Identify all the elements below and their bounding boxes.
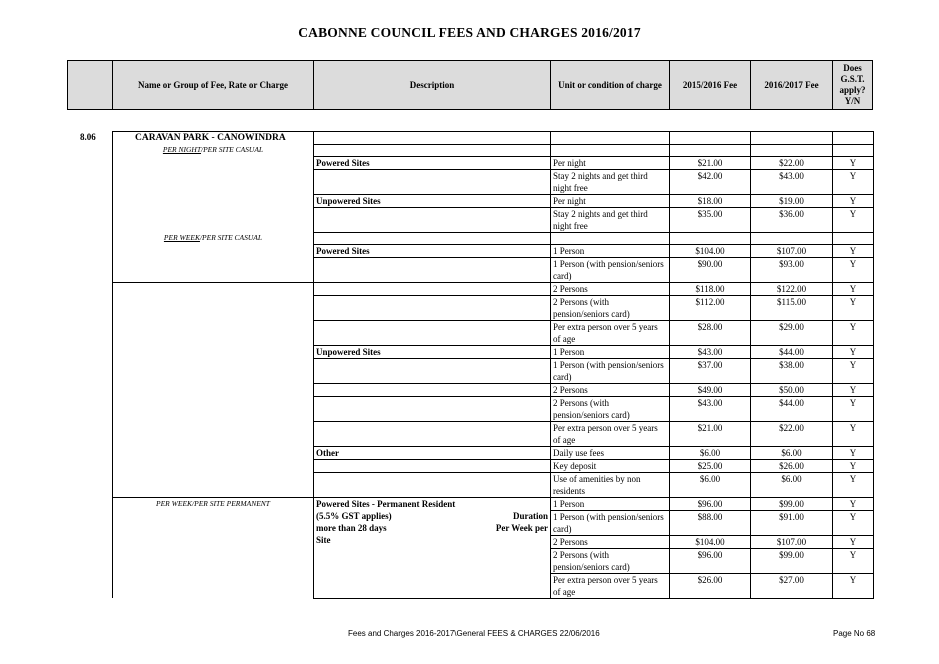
row-gst: Y [833, 573, 874, 598]
row-fee-2016: $107.00 [751, 244, 833, 257]
row-gst: Y [833, 320, 874, 345]
row-unit: Per extra person over 5 years of age [551, 320, 670, 345]
cell-empty [113, 282, 314, 295]
row-desc: Powered Sites [314, 244, 551, 257]
cell-empty [113, 169, 314, 194]
row-fee-2016: $91.00 [751, 510, 833, 535]
row-fee-2015: $104.00 [670, 244, 751, 257]
row-desc [314, 257, 551, 282]
row-unit: 2 Persons [551, 383, 670, 396]
table-row [113, 497, 874, 510]
row-fee-2016: $122.00 [751, 282, 833, 295]
table-row [113, 156, 874, 169]
row-fee-2015: $112.00 [670, 295, 751, 320]
row-fee-2016: $36.00 [751, 207, 833, 232]
cell-empty [113, 320, 314, 345]
row-unit: Per extra person over 5 years of age [551, 421, 670, 446]
cell-empty [751, 144, 833, 156]
row-unit: 2 Persons (with pension/seniors card) [551, 396, 670, 421]
cell-empty [551, 132, 670, 145]
row-unit: Daily use fees [551, 446, 670, 459]
cell-empty [113, 156, 314, 169]
row-fee-2015: $6.00 [670, 446, 751, 459]
row-unit: 1 Person (with pension/seniors card) [551, 257, 670, 282]
row-unit: 1 Person (with pension/seniors card) [551, 358, 670, 383]
cell-empty [113, 295, 314, 320]
row-fee-2015: $28.00 [670, 320, 751, 345]
row-fee-2016: $107.00 [751, 535, 833, 548]
cell-empty [113, 459, 314, 472]
row-gst: Y [833, 244, 874, 257]
per-night-label [113, 144, 314, 156]
table-row [113, 282, 874, 295]
header-blank [68, 61, 113, 110]
row-gst: Y [833, 421, 874, 446]
row-fee-2016: $26.00 [751, 459, 833, 472]
row-desc [314, 472, 551, 497]
row-unit: 2 Persons (with pension/seniors card) [551, 295, 670, 320]
row-unit: Key deposit [551, 459, 670, 472]
cell-empty [113, 345, 314, 358]
cell-empty [670, 232, 751, 244]
row-gst: Y [833, 472, 874, 497]
row-desc [314, 169, 551, 194]
row-unit: Per night [551, 156, 670, 169]
footer-page-number: Page No 68 [833, 629, 876, 638]
cell-empty [314, 144, 551, 156]
cell-empty [113, 194, 314, 207]
row-unit: 2 Persons [551, 535, 670, 548]
row-gst: Y [833, 535, 874, 548]
row-desc [314, 207, 551, 232]
cell-empty [113, 396, 314, 421]
row-unit: 1 Person [551, 345, 670, 358]
cell-empty [113, 257, 314, 282]
cell-empty [113, 383, 314, 396]
header-fee-2015: 2015/2016 Fee [670, 61, 751, 110]
table-row [113, 383, 874, 396]
per-night-label-rest: /PER SITE CASUAL [201, 145, 264, 154]
cell-empty [113, 472, 314, 497]
row-gst: Y [833, 459, 874, 472]
row-fee-2016: $93.00 [751, 257, 833, 282]
row-unit: Stay 2 nights and get third night free [551, 169, 670, 194]
table-row [113, 257, 874, 282]
section-name: CARAVAN PARK - CANOWINDRA [113, 132, 314, 145]
table-row [113, 396, 874, 421]
row-fee-2016: $99.00 [751, 548, 833, 573]
row-gst: Y [833, 446, 874, 459]
row-gst: Y [833, 282, 874, 295]
row-fee-2015: $104.00 [670, 535, 751, 548]
cell-empty [314, 132, 551, 145]
table-row [113, 295, 874, 320]
table-row [113, 421, 874, 446]
header-fee-2016: 2016/2017 Fee [751, 61, 833, 110]
row-gst: Y [833, 207, 874, 232]
row-gst: Y [833, 510, 874, 535]
row-fee-2015: $25.00 [670, 459, 751, 472]
cell-empty [113, 421, 314, 446]
row-gst: Y [833, 548, 874, 573]
section-code: 8.06 [80, 132, 96, 142]
header-table [67, 60, 873, 110]
row-fee-2016: $29.00 [751, 320, 833, 345]
cell-empty [670, 144, 751, 156]
cell-empty [314, 232, 551, 244]
cell-empty [833, 232, 874, 244]
table-row [113, 244, 874, 257]
row-fee-2016: $43.00 [751, 169, 833, 194]
row-fee-2015: $49.00 [670, 383, 751, 396]
row-fee-2016: $38.00 [751, 358, 833, 383]
row-gst: Y [833, 383, 874, 396]
header-unit: Unit or condition of charge [551, 61, 670, 110]
row-fee-2016: $115.00 [751, 295, 833, 320]
perm-line-3b: Per Week per [495, 522, 548, 533]
cell-empty [113, 244, 314, 257]
per-night-label-u: PER NIGHT [162, 145, 202, 154]
cell-empty [551, 144, 670, 156]
row-fee-2016: $44.00 [751, 396, 833, 421]
table-row [113, 358, 874, 383]
row-desc: Powered Sites [314, 156, 551, 169]
cell-empty [551, 232, 670, 244]
row-fee-2015: $37.00 [670, 358, 751, 383]
row-unit: Per night [551, 194, 670, 207]
row-fee-2016: $99.00 [751, 497, 833, 510]
row-gst: Y [833, 257, 874, 282]
table-row [113, 169, 874, 194]
table-row [113, 459, 874, 472]
row-fee-2016: $6.00 [751, 472, 833, 497]
fees-table [112, 131, 874, 599]
cell-empty [751, 132, 833, 145]
table-row [113, 194, 874, 207]
row-unit: 1 Person [551, 244, 670, 257]
table-row [113, 345, 874, 358]
perm-line-1: Powered Sites - Permanent Resident [316, 498, 456, 509]
cell-empty [113, 207, 314, 232]
row-fee-2015: $88.00 [670, 510, 751, 535]
row-fee-2016: $22.00 [751, 156, 833, 169]
row-desc [314, 459, 551, 472]
row-desc [314, 358, 551, 383]
row-fee-2016: $6.00 [751, 446, 833, 459]
per-week-label-rest: /PER SITE CASUAL [199, 233, 263, 242]
row-fee-2015: $43.00 [670, 345, 751, 358]
per-week-label-u: PER WEEK [163, 233, 200, 242]
row-gst: Y [833, 345, 874, 358]
header-description: Description [314, 61, 551, 110]
footer-path: Fees and Charges 2016-2017\General FEES & CHARGES 22/06/2016 [348, 629, 600, 638]
cell-empty [833, 132, 874, 145]
row-unit: 1 Person [551, 497, 670, 510]
row-fee-2015: $96.00 [670, 497, 751, 510]
row-gst: Y [833, 295, 874, 320]
row-gst: Y [833, 194, 874, 207]
row-fee-2015: $96.00 [670, 548, 751, 573]
row-fee-2015: $26.00 [670, 573, 751, 598]
row-desc: Other [314, 446, 551, 459]
cell-empty [670, 132, 751, 145]
table-row [113, 320, 874, 345]
perm-line-4: Site [316, 534, 331, 545]
row-desc [314, 383, 551, 396]
row-fee-2015: $90.00 [670, 257, 751, 282]
row-fee-2016: $50.00 [751, 383, 833, 396]
row-unit: 2 Persons [551, 282, 670, 295]
row-desc: Unpowered Sites [314, 345, 551, 358]
row-fee-2015: $43.00 [670, 396, 751, 421]
row-fee-2015: $21.00 [670, 421, 751, 446]
row-unit: 2 Persons (with pension/seniors card) [551, 548, 670, 573]
row-desc: Unpowered Sites [314, 194, 551, 207]
header-name: Name or Group of Fee, Rate or Charge [113, 61, 314, 110]
row-desc [314, 396, 551, 421]
per-week-label [113, 232, 314, 244]
row-gst: Y [833, 396, 874, 421]
page-title: CABONNE COUNCIL FEES AND CHARGES 2016/2017 [298, 25, 641, 40]
row-gst: Y [833, 358, 874, 383]
row-fee-2016: $22.00 [751, 421, 833, 446]
table-row [113, 472, 874, 497]
row-unit: Use of amenities by non residents [551, 472, 670, 497]
row-gst: Y [833, 169, 874, 194]
perm-line-2b: Duration [512, 510, 548, 521]
header-gst: Does G.S.T. apply? Y/N [833, 61, 873, 110]
row-fee-2015: $35.00 [670, 207, 751, 232]
cell-empty [113, 358, 314, 383]
perm-line-2a: (5.5% GST applies) [316, 510, 392, 521]
perm-line-3a: more than 28 days [316, 522, 387, 533]
row-gst: Y [833, 497, 874, 510]
row-desc [314, 320, 551, 345]
cell-empty [113, 446, 314, 459]
row-fee-2015: $6.00 [670, 472, 751, 497]
row-fee-2015: $42.00 [670, 169, 751, 194]
row-gst: Y [833, 156, 874, 169]
row-fee-2016: $27.00 [751, 573, 833, 598]
row-fee-2016: $19.00 [751, 194, 833, 207]
table-row [113, 446, 874, 459]
row-fee-2016: $44.00 [751, 345, 833, 358]
row-unit: Per extra person over 5 years of age [551, 573, 670, 598]
cell-empty [751, 232, 833, 244]
row-fee-2015: $21.00 [670, 156, 751, 169]
row-desc [314, 295, 551, 320]
row-unit: 1 Person (with pension/seniors card) [551, 510, 670, 535]
table-row [113, 207, 874, 232]
permanent-description [314, 497, 551, 598]
row-fee-2015: $18.00 [670, 194, 751, 207]
row-desc [314, 421, 551, 446]
row-desc [314, 282, 551, 295]
per-week-permanent-label: PER WEEK/PER SITE PERMANENT [113, 497, 314, 598]
cell-empty [833, 144, 874, 156]
row-unit: Stay 2 nights and get third night free [551, 207, 670, 232]
row-fee-2015: $118.00 [670, 282, 751, 295]
